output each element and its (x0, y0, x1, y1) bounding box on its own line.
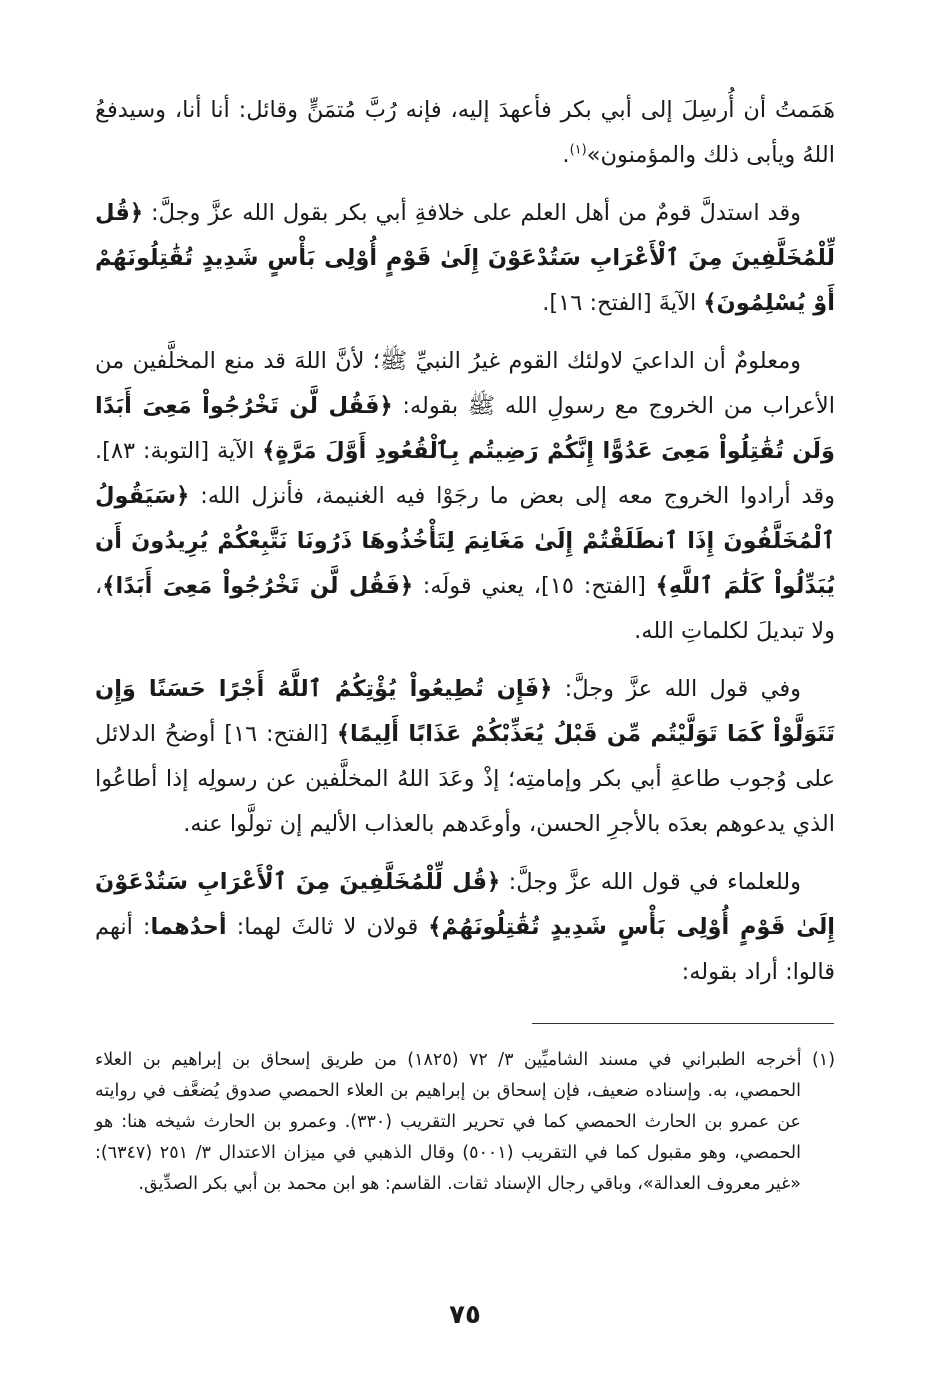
text-run: قولان لا ثالثَ لهما: (226, 914, 429, 940)
text-run: [الفتح: ١٦] أوضحُ الدلائل على وُجوب طاعةِ أبي بكر وإمامتِه؛ إذْ وعَدَ اللهُ المخلَّفين عن رسولِه إذا أطاعُوا الذي يدعوهم بعدَه بالأجرِ الحسن، وأوعَدهم بالعذاب الأليم إن تولَّوا عنه. (95, 721, 835, 837)
quran-verse: ﴿قُل لِّلْمُخَلَّفِينَ مِنَ ٱلْأَعْرَابِ سَتُدْعَوْنَ إِلَىٰ قَوْمٍ أُوْلِى بَأْسٍ شَدِيدٍ تُقَٰتِلُونَهُمْ﴾ (95, 869, 836, 940)
quran-verse: ﴿فَإِن تُطِيعُواْ يُؤْتِكُمُ ٱللَّهُ أَجْرًا حَسَنًا وَإِن تَتَوَلَّوْاْ كَمَا تَوَلَّيْتُم مِّن قَبْلُ يُعَذِّبْكُمْ عَذَابًا أَلِيمًا﴾ (95, 676, 835, 747)
footnote-separator (532, 1023, 834, 1024)
paragraph (95, 339, 835, 654)
text-run: وللعلماء في قول الله عزَّ وجلَّ: (500, 869, 801, 895)
text-run: وفي قول الله عزَّ وجلَّ: (552, 676, 801, 702)
paragraph (95, 860, 835, 995)
page-number: ٧٥ (449, 1300, 481, 1330)
bold-term: أحدُهما (150, 914, 227, 940)
text-run: . (562, 142, 570, 168)
quran-verse: ﴿قُل لِّلْمُخَلَّفِينَ مِنَ ٱلْأَعْرَابِ سَتُدْعَوْنَ إِلَىٰ قَوْمٍ أُوْلِى بَأْسٍ شَدِيدٍ تُقَٰتِلُونَهُمْ أَوْ يُسْلِمُونَ﴾ (95, 200, 835, 316)
paragraph (95, 88, 835, 178)
text-run: هَمَمتُ أن أُرسِلَ إلى أبي بكر فأعهدَ إليه، فإنه رُبَّ مُتمَنٍّ وقائل: أنا أنا، وسيدفعُ اللهُ ويأبى ذلك والمؤمنون» (95, 97, 835, 168)
text-run: : أنهم قالوا: أراد بقوله: (95, 914, 835, 985)
footnote (95, 1045, 835, 1200)
footnote-text: (١) أخرجه الطبراني في مسند الشاميِّين ٣/ ٧٢ (١٨٢٥) من طريق إسحاق بن إبراهيم بن العلاء الحمصي، به. وإسناده ضعيف، فإن إسحاق بن إبراهيم بن العلاء الحمصي صدوق يُضعَّف في روايته عن عمرو بن الحارث الحمصي كما في تحرير التقريب (٣٣٠). وعمرو بن الحارث شيخه هنا: هو الحمصي، وهو مقبول كما في التقريب (٥٠٠١) وقال الذهبي في ميزان الاعتدال ٣/ ٢٥١ (٦٣٤٧): «غير معروف العدالة»، وباقي رجال الإسناد ثقات. القاسم: هو ابن محمد بن أبي بكر الصدِّيق. (95, 1050, 836, 1194)
text-run: ، ولا تبديلَ لكلماتِ الله. (95, 573, 835, 644)
text-run: الآيةَ [الفتح: ١٦]. (542, 290, 704, 316)
text-run: الآية [التوبة: ٨٣]. وقد أرادوا الخروج معه إلى بعض ما رجَوْا فيه الغنيمة، فأنزل الله: (95, 438, 835, 509)
text-run: وقد استدلَّ قومٌ من أهل العلم على خلافةِ أبي بكر بقول الله عزَّ وجلَّ: (143, 200, 801, 226)
paragraph (95, 667, 835, 847)
paragraph (95, 191, 835, 326)
text-run: ومعلومٌ أن الداعيَ لاولئك القوم غيرُ النبيِّ ﷺ؛ لأنَّ اللهَ قد منع المخلَّفين من الأعراب من الخروج مع رسولِ الله ﷺ بقوله: (95, 348, 836, 419)
quran-verse: ﴿فَقُل لَّن تَخْرُجُواْ مَعِىَ أَبَدًا﴾ (102, 573, 414, 599)
main-text (95, 88, 835, 1008)
quran-verse: ﴿فَقُل لَّن تَخْرُجُواْ مَعِىَ أَبَدًا وَلَن تُقَٰتِلُواْ مَعِىَ عَدُوًّا إِنَّكُمْ رَضِيتُم بِٱلْقُعُودِ أَوَّلَ مَرَّةٍ﴾ (95, 393, 835, 464)
quran-verse: ﴿سَيَقُولُ ٱلْمُخَلَّفُونَ إِذَا ٱنطَلَقْتُمْ إِلَىٰ مَغَانِمَ لِتَأْخُذُوهَا ذَرُونَا نَتَّبِعْكُمْ يُرِيدُونَ أَن يُبَدِّلُواْ كَلَٰمَ ٱللَّهِ﴾ (95, 483, 835, 599)
footnote-marker[interactable]: (١) (569, 142, 587, 158)
text-run: [الفتح: ١٥]، يعني قولَه: (413, 573, 656, 599)
